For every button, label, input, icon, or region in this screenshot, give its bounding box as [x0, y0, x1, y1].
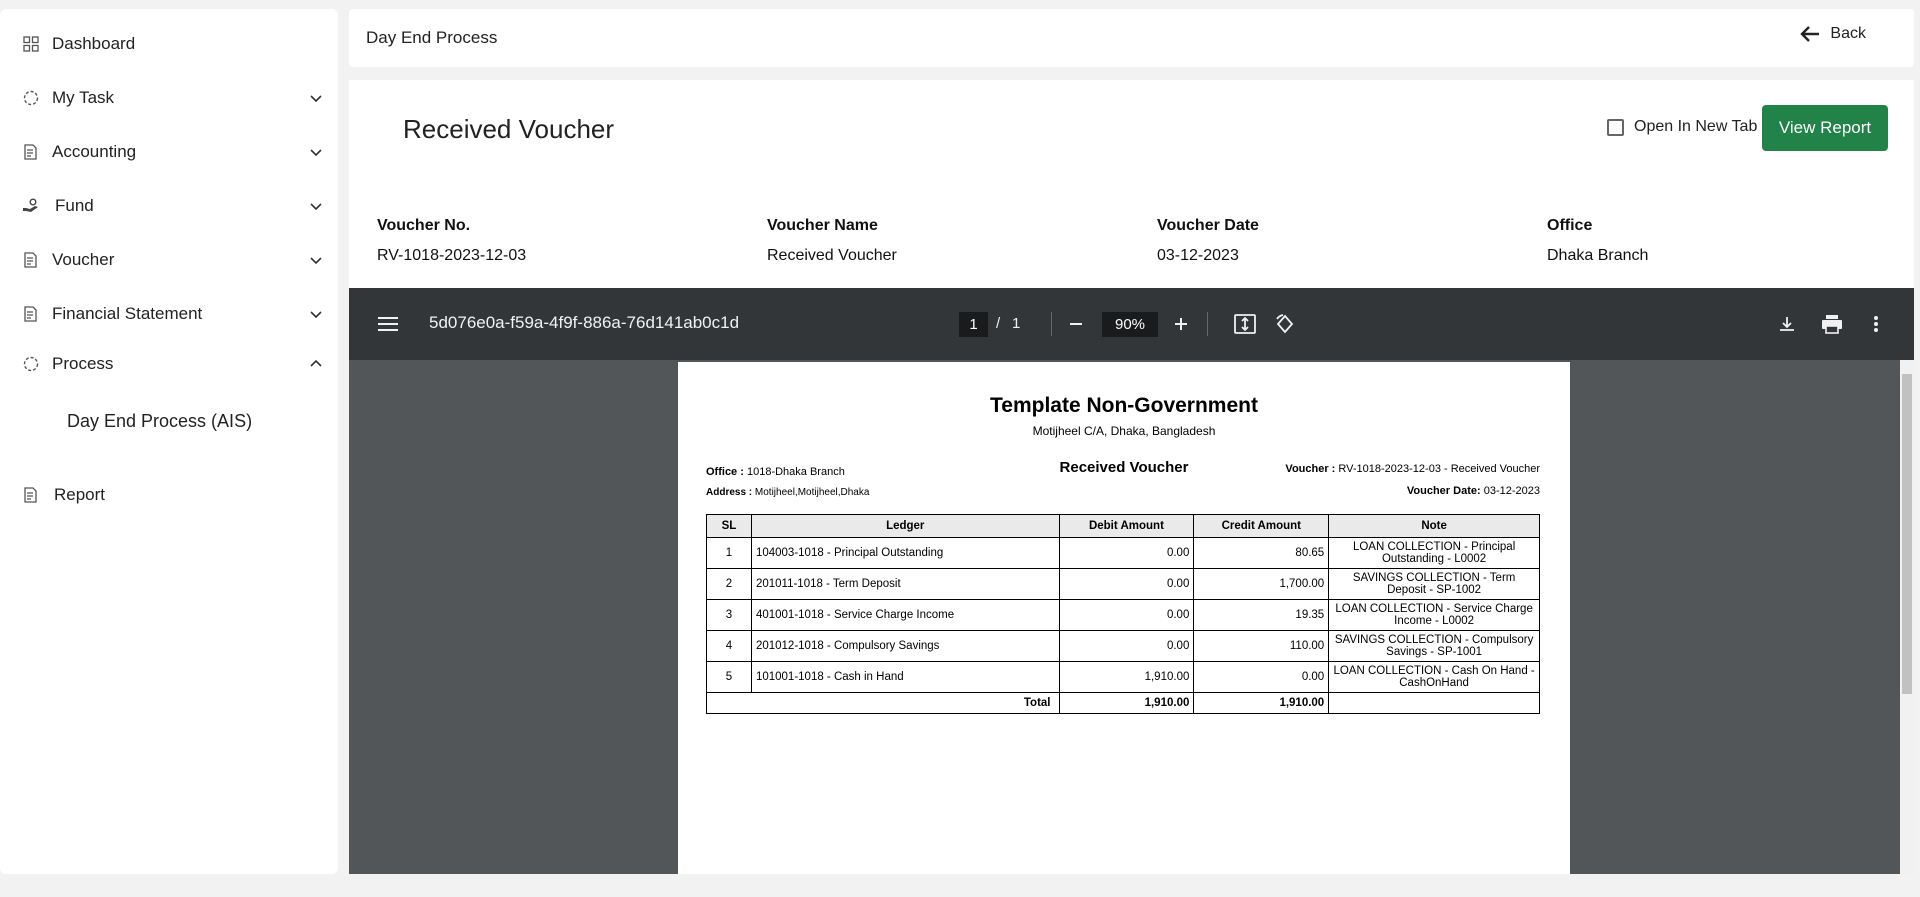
- cell-note: LOAN COLLECTION - Principal Outstanding - L0002: [1329, 538, 1540, 569]
- document-voucher: [1285, 463, 1540, 475]
- zoom-input[interactable]: 90%: [1102, 312, 1158, 337]
- sidebar-item-financial-statement[interactable]: [0, 294, 338, 334]
- column-header: Debit Amount: [1059, 515, 1194, 538]
- page-header: [349, 9, 1914, 67]
- download-button[interactable]: [1775, 312, 1799, 336]
- cell-debit: 1,910.00: [1059, 662, 1194, 693]
- print-button[interactable]: [1820, 312, 1844, 336]
- cell-credit: 110.00: [1194, 631, 1329, 662]
- office-value: 1018-Dhaka Branch: [746, 466, 845, 478]
- circle-dashed-icon: [22, 355, 40, 373]
- table-row: [707, 662, 1540, 693]
- hand-coin-icon: [22, 197, 40, 215]
- cell-ledger: 201012-1018 - Compulsory Savings: [751, 631, 1059, 662]
- info-value: RV-1018-2023-12-03: [377, 247, 527, 264]
- cell-debit: 0.00: [1059, 538, 1194, 569]
- open-new-tab-checkbox[interactable]: [1607, 119, 1624, 136]
- open-new-tab-option[interactable]: [1607, 118, 1757, 136]
- page-header-title: Day End Process: [366, 28, 498, 47]
- document-org-address: Motijheel C/A, Dhaka, Bangladesh: [1032, 424, 1216, 438]
- cell-sl: 5: [707, 662, 752, 693]
- info-voucher-no: [377, 217, 526, 265]
- sidebar-item-fund[interactable]: [0, 186, 338, 226]
- total-note: [1329, 693, 1540, 714]
- chevron-down-icon: [308, 144, 324, 160]
- sidebar-item-report[interactable]: [0, 475, 338, 515]
- cell-note: LOAN COLLECTION - Cash On Hand - CashOnHand: [1329, 662, 1540, 693]
- arrow-left-icon: [1800, 25, 1820, 43]
- office-label: Office :: [706, 466, 744, 478]
- cell-note: LOAN COLLECTION - Service Charge Income - L0002: [1329, 600, 1540, 631]
- voucher-date-value: 03-12-2023: [1483, 485, 1540, 497]
- back-button[interactable]: [1800, 25, 1866, 43]
- main-panel: [349, 80, 1914, 874]
- cell-debit: 0.00: [1059, 631, 1194, 662]
- cell-sl: 2: [707, 569, 752, 600]
- cell-ledger: 101001-1018 - Cash in Hand: [751, 662, 1059, 693]
- page-title: Received Voucher: [403, 114, 615, 144]
- sidebar: [0, 9, 338, 874]
- total-debit: 1,910.00: [1059, 693, 1194, 714]
- column-header: Credit Amount: [1194, 515, 1329, 538]
- plus-icon: [1173, 316, 1189, 332]
- table-row: [707, 569, 1540, 600]
- info-label: Voucher No.: [377, 217, 471, 234]
- info-voucher-date: [1157, 217, 1259, 265]
- document-icon: [22, 305, 40, 323]
- pdf-page: [678, 362, 1570, 874]
- toolbar-divider: [1207, 312, 1208, 336]
- info-value: Dhaka Branch: [1547, 247, 1649, 264]
- total-credit: 1,910.00: [1194, 693, 1329, 714]
- info-value: 03-12-2023: [1157, 247, 1239, 264]
- pdf-viewer: [349, 288, 1914, 874]
- sidebar-item-process[interactable]: [0, 344, 338, 384]
- info-value: Received Voucher: [767, 247, 897, 264]
- cell-sl: 1: [707, 538, 752, 569]
- menu-icon[interactable]: [377, 314, 399, 334]
- table-row: [707, 600, 1540, 631]
- info-label: Voucher Date: [1157, 217, 1259, 234]
- sidebar-item-label: Accounting: [52, 142, 137, 161]
- table-row: [707, 538, 1540, 569]
- grid-icon: [22, 35, 40, 53]
- cell-debit: 0.00: [1059, 600, 1194, 631]
- voucher-value: RV-1018-2023-12-03 - Received Voucher: [1338, 463, 1540, 475]
- sidebar-item-label: Dashboard: [52, 34, 136, 53]
- circle-dashed-icon: [22, 89, 40, 107]
- document-org-name: Template Non-Government: [990, 394, 1258, 417]
- sidebar-item-label: Report: [54, 485, 106, 504]
- chevron-down-icon: [308, 306, 324, 322]
- open-new-tab-label: Open In New Tab: [1634, 118, 1758, 135]
- cell-credit: 1,700.00: [1194, 569, 1329, 600]
- more-options-button[interactable]: [1864, 312, 1888, 336]
- zoom-out-button[interactable]: [1064, 312, 1088, 336]
- table-header-row: [707, 515, 1540, 538]
- pdf-filename: 5d076e0a-f59a-4f9f-886a-76d141ab0c1d: [429, 313, 740, 332]
- sidebar-item-label: Process: [52, 354, 114, 373]
- print-icon: [1821, 314, 1843, 334]
- cell-ledger: 401001-1018 - Service Charge Income: [751, 600, 1059, 631]
- voucher-table: [706, 514, 1540, 714]
- document-address: [706, 487, 869, 498]
- total-label: Total: [707, 693, 1060, 714]
- table-total-row: [707, 693, 1540, 714]
- cell-debit: 0.00: [1059, 569, 1194, 600]
- sidebar-item-my-task[interactable]: [0, 78, 338, 118]
- chevron-down-icon: [308, 198, 324, 214]
- cell-ledger: 104003-1018 - Principal Outstanding: [751, 538, 1059, 569]
- cell-ledger: 201011-1018 - Term Deposit: [751, 569, 1059, 600]
- cell-sl: 3: [707, 600, 752, 631]
- view-report-button[interactable]: View Report: [1762, 105, 1888, 151]
- sidebar-item-voucher[interactable]: [0, 240, 338, 280]
- cell-credit: 80.65: [1194, 538, 1329, 569]
- page-total: 1: [1012, 315, 1021, 332]
- back-label: Back: [1830, 25, 1866, 42]
- rotate-icon: [1274, 313, 1296, 335]
- info-label: Voucher Name: [767, 217, 878, 234]
- chevron-up-icon: [308, 356, 324, 372]
- column-header: Note: [1329, 515, 1540, 538]
- zoom-in-button[interactable]: [1169, 312, 1193, 336]
- info-voucher-name: [767, 217, 897, 265]
- sidebar-subitem-day-end-process[interactable]: Day End Process (AIS): [67, 411, 253, 431]
- chevron-down-icon: [308, 252, 324, 268]
- cell-note: SAVINGS COLLECTION - Compulsory Savings - SP-1001: [1329, 631, 1540, 662]
- voucher-label: Voucher :: [1285, 463, 1336, 475]
- cell-sl: 4: [707, 631, 752, 662]
- fit-page-icon: [1234, 314, 1256, 334]
- document-voucher-date: [1407, 485, 1540, 497]
- address-value: Motijheel,Motijheel,Dhaka: [754, 487, 870, 498]
- sidebar-item-dashboard[interactable]: [0, 24, 338, 64]
- rotate-button[interactable]: [1273, 312, 1297, 336]
- download-icon: [1778, 315, 1796, 333]
- sidebar-item-label: My Task: [52, 88, 115, 107]
- page-number-input[interactable]: 1: [959, 312, 988, 337]
- minus-icon: [1068, 316, 1084, 332]
- toolbar-divider: [1051, 312, 1052, 336]
- chevron-down-icon: [308, 90, 324, 106]
- fit-page-button[interactable]: [1233, 312, 1257, 336]
- pdf-toolbar: [349, 288, 1914, 360]
- sidebar-item-label: Financial Statement: [52, 304, 203, 323]
- cell-credit: 19.35: [1194, 600, 1329, 631]
- sidebar-item-label: Voucher: [52, 250, 115, 269]
- document-icon: [22, 251, 40, 269]
- info-office: [1547, 217, 1648, 265]
- more-vert-icon: [1873, 315, 1879, 333]
- cell-credit: 0.00: [1194, 662, 1329, 693]
- voucher-date-label: Voucher Date:: [1406, 485, 1481, 497]
- pdf-scrollbar-thumb[interactable]: [1902, 374, 1912, 694]
- sidebar-item-accounting[interactable]: [0, 132, 338, 172]
- pdf-scrollbar[interactable]: [1900, 360, 1914, 874]
- table-row: [707, 631, 1540, 662]
- document-icon: [22, 486, 40, 504]
- cell-note: SAVINGS COLLECTION - Term Deposit - SP-1002: [1329, 569, 1540, 600]
- info-label: Office: [1547, 217, 1593, 234]
- page-separator: /: [996, 315, 1001, 332]
- column-header: SL: [707, 515, 752, 538]
- sidebar-item-label: Fund: [55, 196, 94, 215]
- column-header: Ledger: [751, 515, 1059, 538]
- document-title: Received Voucher: [1059, 459, 1189, 476]
- document-icon: [22, 143, 40, 161]
- address-label: Address :: [706, 487, 753, 498]
